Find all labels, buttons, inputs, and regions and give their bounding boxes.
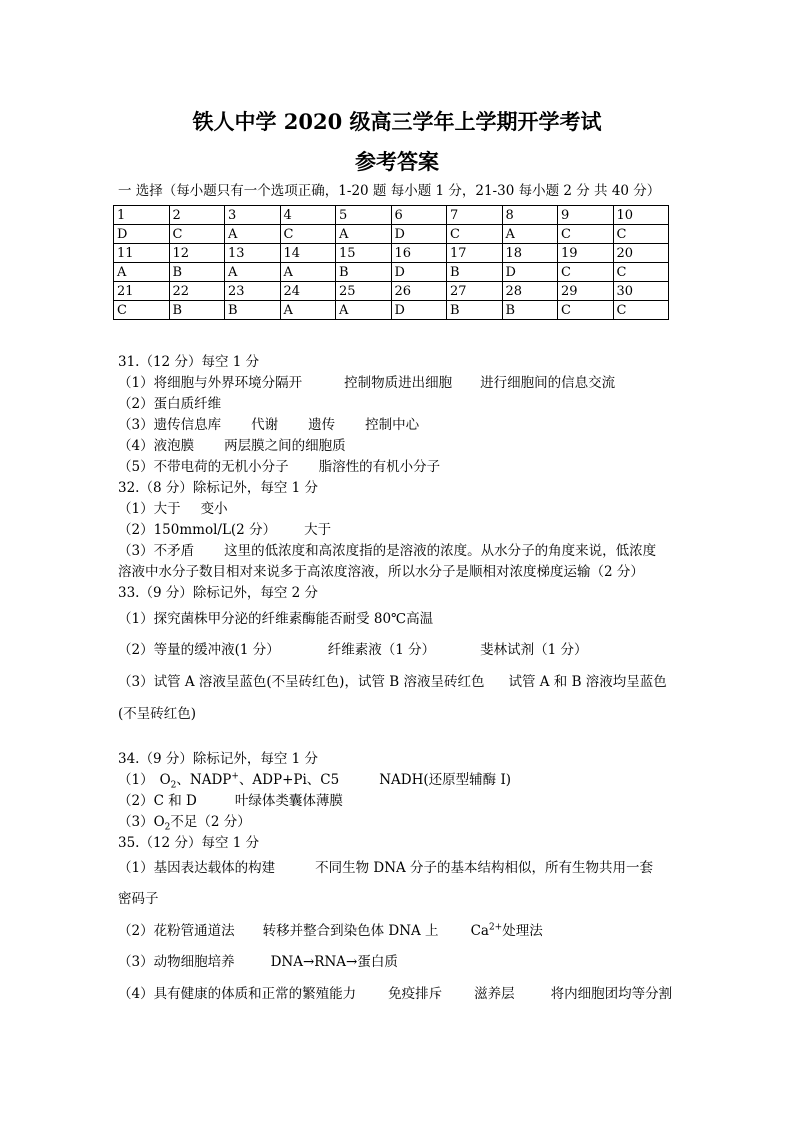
q31-3-b: 代谢	[251, 417, 279, 433]
q33-3-a: （3）试管 A 溶液呈蓝色(不呈砖红色)，试管 B 溶液呈砖红色	[118, 674, 485, 690]
q32-line-3a	[118, 543, 656, 559]
table-cell: C	[613, 225, 669, 244]
table-cell: 21	[114, 282, 170, 301]
q31-1-c: 进行细胞间的信息交流	[480, 375, 616, 391]
q31-line-1	[118, 375, 615, 391]
table-cell: 12	[169, 244, 225, 263]
q35-3-b: DNA→RNA→蛋白质	[270, 954, 398, 970]
table-cell: 24	[280, 282, 336, 301]
table-cell: 14	[280, 244, 336, 263]
table-cell: C	[613, 263, 669, 282]
table-cell: 16	[391, 244, 447, 263]
table-cell: 2	[169, 206, 225, 225]
answer-table	[113, 205, 669, 320]
q31-5-a: （5）不带电荷的无机小分子	[118, 459, 289, 475]
table-cell: C	[169, 225, 225, 244]
q33-line-3a	[118, 674, 667, 690]
q35-line-2	[118, 923, 543, 939]
q33-2-c: 斐林试剂（1 分）	[480, 642, 588, 658]
q32-2-a: （2）150mmol/L(2 分）	[118, 522, 277, 538]
q34-line-2	[118, 793, 343, 809]
q33-2-b: 纤维素液（1 分）	[327, 642, 436, 658]
q31-heading: 31.（12 分）每空 1 分	[118, 354, 260, 370]
q34-1-rest: 、ADP+Pi、C5	[238, 772, 340, 788]
q34-1-o: O	[159, 772, 171, 788]
q33-line-2	[118, 642, 588, 658]
table-cell: 27	[447, 282, 503, 301]
table-cell: A	[114, 263, 170, 282]
page-title: 铁人中学 2020 级高三学年上学期开学考试	[192, 109, 602, 134]
table-cell: A	[502, 225, 558, 244]
table-row	[114, 225, 669, 244]
table-row	[114, 244, 669, 263]
q33-3-b: 试管 A 和 B 溶液均呈蓝色	[508, 674, 667, 690]
table-cell: A	[336, 225, 392, 244]
table-cell: B	[447, 263, 503, 282]
table-row	[114, 263, 669, 282]
table-cell: B	[225, 301, 281, 320]
table-cell: C	[558, 301, 614, 320]
table-cell: 18	[502, 244, 558, 263]
q35-3-a: （3）动物细胞培养	[118, 954, 235, 970]
table-cell: A	[225, 263, 281, 282]
table-cell: B	[169, 263, 225, 282]
q35-2-ca-rest: 处理法	[502, 923, 543, 939]
table-cell: 6	[391, 206, 447, 225]
q35-2-ca-sup: 2+	[488, 922, 503, 933]
q35-1-b: 不同生物 DNA 分子的基本结构相似，所有生物共用一套	[315, 860, 654, 876]
q32-heading: 32.（8 分）除标记外，每空 1 分	[118, 480, 319, 496]
table-cell: C	[447, 225, 503, 244]
q32-3-a: （3）不矛盾	[118, 543, 195, 559]
q35-2-ca: Ca	[470, 923, 489, 939]
table-cell: B	[502, 301, 558, 320]
table-row	[114, 301, 669, 320]
table-cell: 17	[447, 244, 503, 263]
q35-line-1a	[118, 860, 653, 876]
table-cell: 20	[613, 244, 669, 263]
table-cell: 29	[558, 282, 614, 301]
q34-2-a: （2）C 和 D	[118, 793, 197, 809]
table-cell: A	[336, 301, 392, 320]
q34-1-nadp: 、NADP	[176, 772, 232, 788]
table-cell: 22	[169, 282, 225, 301]
q31-3-c: 遗传	[308, 417, 336, 433]
table-cell: A	[225, 225, 281, 244]
table-cell: 30	[613, 282, 669, 301]
table-cell: C	[114, 301, 170, 320]
q32-line-3b: 溶液中水分子数目相对来说多于高浓度溶液，所以水分子是顺相对浓度梯度运输（2 分）	[118, 564, 644, 580]
page-subtitle: 参考答案	[355, 149, 439, 174]
q34-3-sub: 2	[164, 822, 171, 833]
table-cell: B	[169, 301, 225, 320]
q35-4-c: 滋养层	[474, 986, 515, 1002]
table-cell: 10	[613, 206, 669, 225]
table-cell: A	[280, 263, 336, 282]
q35-4-a: （4）具有健康的体质和正常的繁殖能力	[118, 986, 357, 1002]
table-row	[114, 206, 669, 225]
table-cell: A	[280, 301, 336, 320]
table-cell: D	[114, 225, 170, 244]
q35-2-b: 转移并整合到染色体 DNA 上	[262, 923, 439, 939]
q33-heading: 33.（9 分）除标记外，每空 2 分	[118, 585, 319, 601]
table-cell: 8	[502, 206, 558, 225]
q32-line-1	[118, 501, 228, 517]
table-cell: C	[280, 225, 336, 244]
q31-1-a: （1）将细胞与外界环境分隔开	[118, 375, 303, 391]
q31-4-a: （4）液泡膜	[118, 438, 195, 454]
q34-1-b: NADH(还原型辅酶 I)	[379, 772, 512, 788]
q35-line-3	[118, 954, 398, 970]
q34-3-rest: 不足（2 分）	[170, 814, 251, 830]
table-cell: 13	[225, 244, 281, 263]
table-cell: 9	[558, 206, 614, 225]
q31-1-b: 控制物质进出细胞	[344, 375, 453, 391]
q34-line-1	[118, 771, 512, 791]
q34-1-o-sub: 2	[170, 780, 177, 791]
q35-2-a: （2）花粉管通道法	[118, 923, 235, 939]
q35-line-4	[118, 986, 672, 1002]
table-cell: C	[613, 301, 669, 320]
q31-line-5	[118, 459, 440, 475]
q34-1-prefix: （1）	[118, 772, 154, 788]
table-cell: 28	[502, 282, 558, 301]
table-cell: 1	[114, 206, 170, 225]
q35-4-b: 免疫排斥	[388, 986, 443, 1002]
table-cell: 5	[336, 206, 392, 225]
q31-line-2: （2）蛋白质纤维	[118, 396, 222, 412]
q31-line-4	[118, 438, 346, 454]
table-cell: D	[391, 301, 447, 320]
q34-1-nadp-sup: +	[231, 771, 239, 782]
table-cell: 19	[558, 244, 614, 263]
q35-heading: 35.（12 分）每空 1 分	[118, 835, 260, 851]
q33-line-1: （1）探究菌株甲分泌的纤维素酶能否耐受 80℃高温	[118, 611, 434, 627]
table-cell: C	[558, 225, 614, 244]
table-cell: 11	[114, 244, 170, 263]
q33-2-a: （2）等量的缓冲液(1 分）	[118, 642, 280, 658]
q31-3-d: 控制中心	[365, 417, 420, 433]
table-cell: 25	[336, 282, 392, 301]
table-cell: C	[558, 263, 614, 282]
q34-3-prefix: （3）O	[118, 814, 165, 830]
table-row	[114, 282, 669, 301]
q32-3-b: 这里的低浓度和高浓度指的是溶液的浓度。从水分子的角度来说，低浓度	[224, 543, 657, 559]
q31-3-a: （3）遗传信息库	[118, 417, 222, 433]
q32-1-a: （1）大于	[118, 501, 181, 517]
q35-1-a: （1）基因表达载体的构建	[118, 860, 276, 876]
table-cell: D	[391, 263, 447, 282]
q35-4-d: 将内细胞团均等分割	[550, 986, 673, 1002]
q32-line-2	[118, 522, 331, 538]
q31-5-b: 脂溶性的有机小分子	[318, 459, 441, 475]
table-cell: 4	[280, 206, 336, 225]
q32-2-b: 大于	[304, 522, 332, 538]
table-cell: 26	[391, 282, 447, 301]
q35-line-1b: 密码子	[118, 891, 159, 907]
table-cell: 7	[447, 206, 503, 225]
table-cell: D	[502, 263, 558, 282]
table-cell: D	[391, 225, 447, 244]
q31-4-b: 两层膜之间的细胞质	[224, 438, 346, 454]
q34-line-3	[118, 814, 251, 833]
table-cell: B	[336, 263, 392, 282]
q34-2-b: 叶绿体类囊体薄膜	[234, 793, 343, 809]
q31-line-3	[118, 417, 419, 433]
q32-1-b: 变小	[200, 501, 228, 517]
table-cell: B	[447, 301, 503, 320]
q34-heading: 34.（9 分）除标记外，每空 1 分	[118, 751, 319, 767]
table-cell: 3	[225, 206, 281, 225]
q33-line-3b: (不呈砖红色)	[118, 706, 197, 722]
table-cell: 15	[336, 244, 392, 263]
table-cell: 23	[225, 282, 281, 301]
section1-heading: 一 选择（每小题只有一个选项正确，1-20 题 每小题 1 分，21-30 每小题 2 分 共 40 分）	[118, 183, 661, 199]
